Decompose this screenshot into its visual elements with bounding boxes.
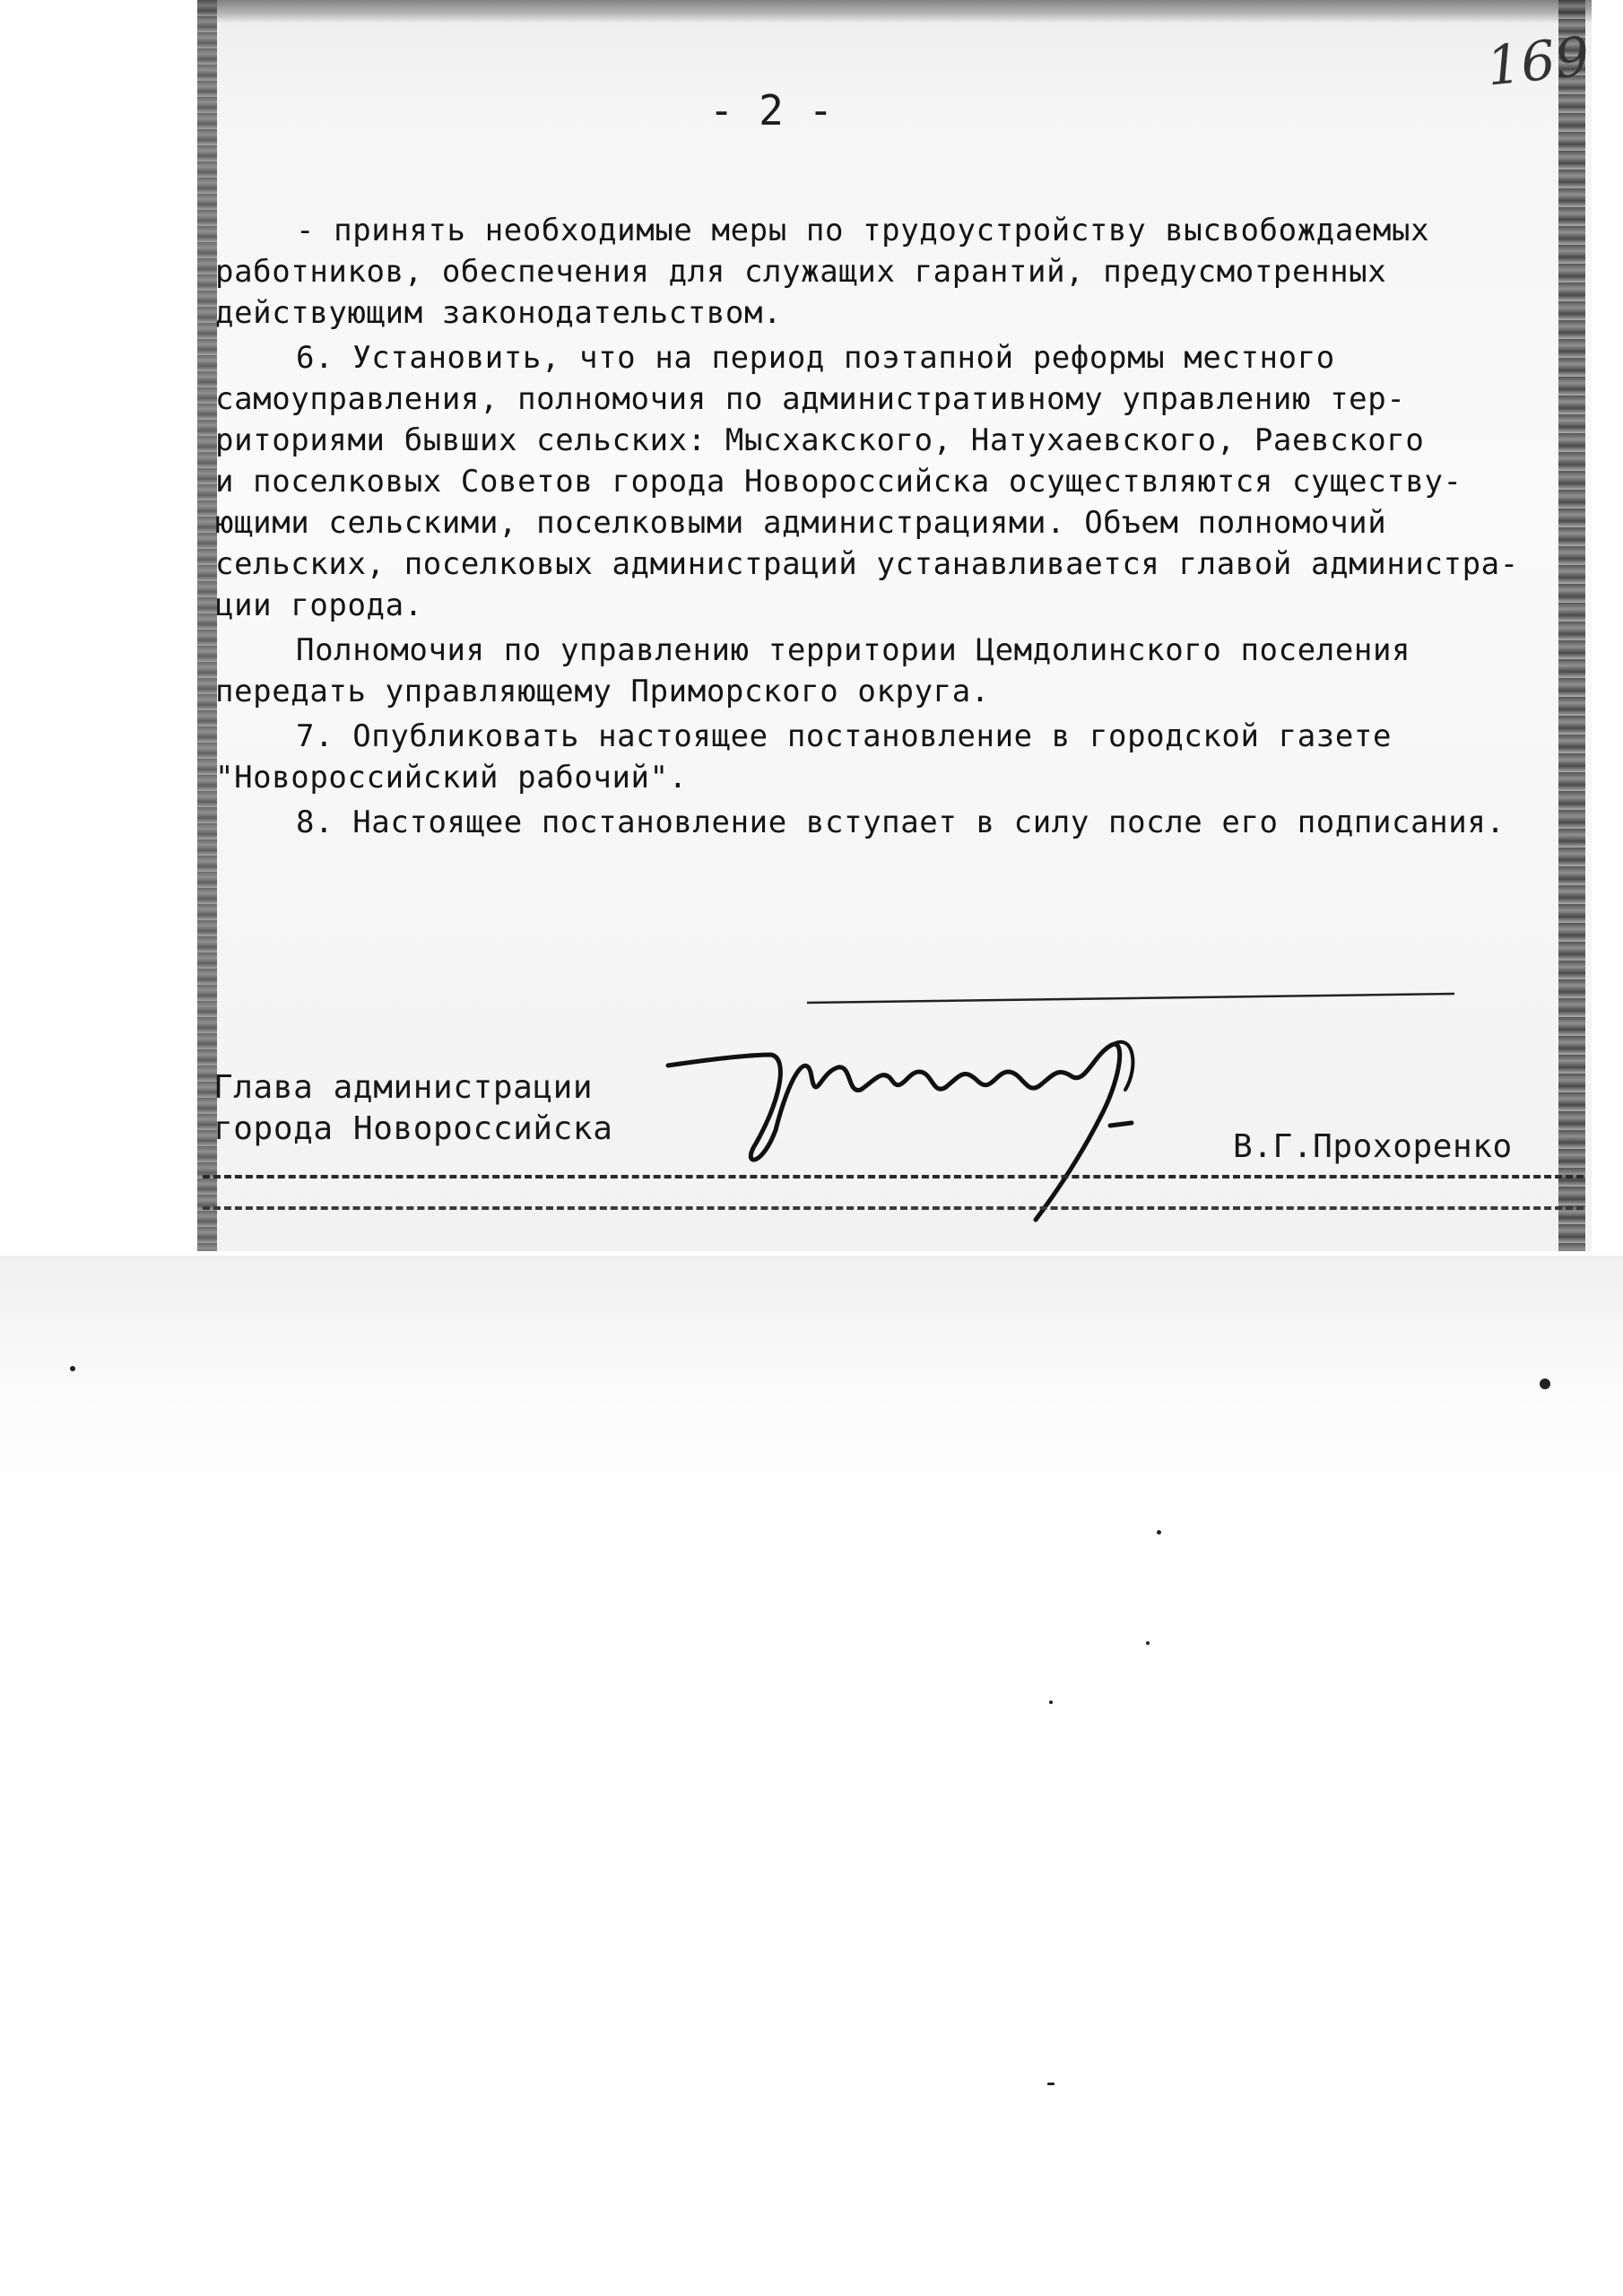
- text-line: ции города.: [215, 587, 423, 623]
- text-line: риториями бывших сельских: Мысхакского, Натухаевского, Раевского: [215, 422, 1425, 458]
- text-line: 8. Настоящее постановление вступает в силу после его подписания.: [296, 804, 1506, 840]
- text-line: 6. Установить, что на период поэтапной реформы местного: [296, 340, 1335, 376]
- folio-number: 169: [1483, 25, 1593, 99]
- signatory-name: В.Г.Прохоренко: [1233, 1128, 1513, 1165]
- text-line: передать управляющему Приморского округа.: [215, 674, 990, 709]
- text-line: 7. Опубликовать настоящее постановление в городской газете: [296, 718, 1393, 754]
- text-line: самоуправления, полномочия по административному управлению тер-: [215, 381, 1406, 417]
- dashed-divider: [203, 1206, 1584, 1210]
- scan-speck: [1146, 1641, 1150, 1645]
- scan-speck: [1049, 1700, 1053, 1704]
- dashed-divider: [203, 1175, 1584, 1178]
- text-line: и поселковых Советов города Новороссийска осуществляются существу-: [215, 464, 1462, 500]
- page-number: - 2 -: [708, 86, 834, 135]
- text-line: Полномочия по управлению территории Цемдолинского поселения: [296, 632, 1411, 668]
- scan-speck: [1157, 1530, 1161, 1535]
- text-line: действующим законодательством.: [215, 295, 783, 331]
- scan-noise: [0, 1256, 1623, 1525]
- signatory-title-line: города Новороссийска: [213, 1110, 613, 1147]
- signatory-title: [213, 1067, 612, 1150]
- scan-speck: [1540, 1378, 1550, 1389]
- text-line: сельских, поселковых администраций устанавливается главой администра-: [215, 546, 1519, 582]
- signatory-title-line: Глава администрации: [213, 1069, 594, 1106]
- text-line: ющими сельскими, поселковыми администрациями. Объем полномочий: [215, 505, 1387, 541]
- scan-speck: [1047, 2083, 1055, 2085]
- text-line: работников, обеспечения для служащих гарантий, предусмотренных: [215, 254, 1387, 290]
- scan-speck: [70, 1366, 75, 1371]
- text-line: "Новороссийский рабочий".: [215, 760, 688, 796]
- text-line: - принять необходимые меры по трудоустройству высвобождаемых: [296, 213, 1430, 248]
